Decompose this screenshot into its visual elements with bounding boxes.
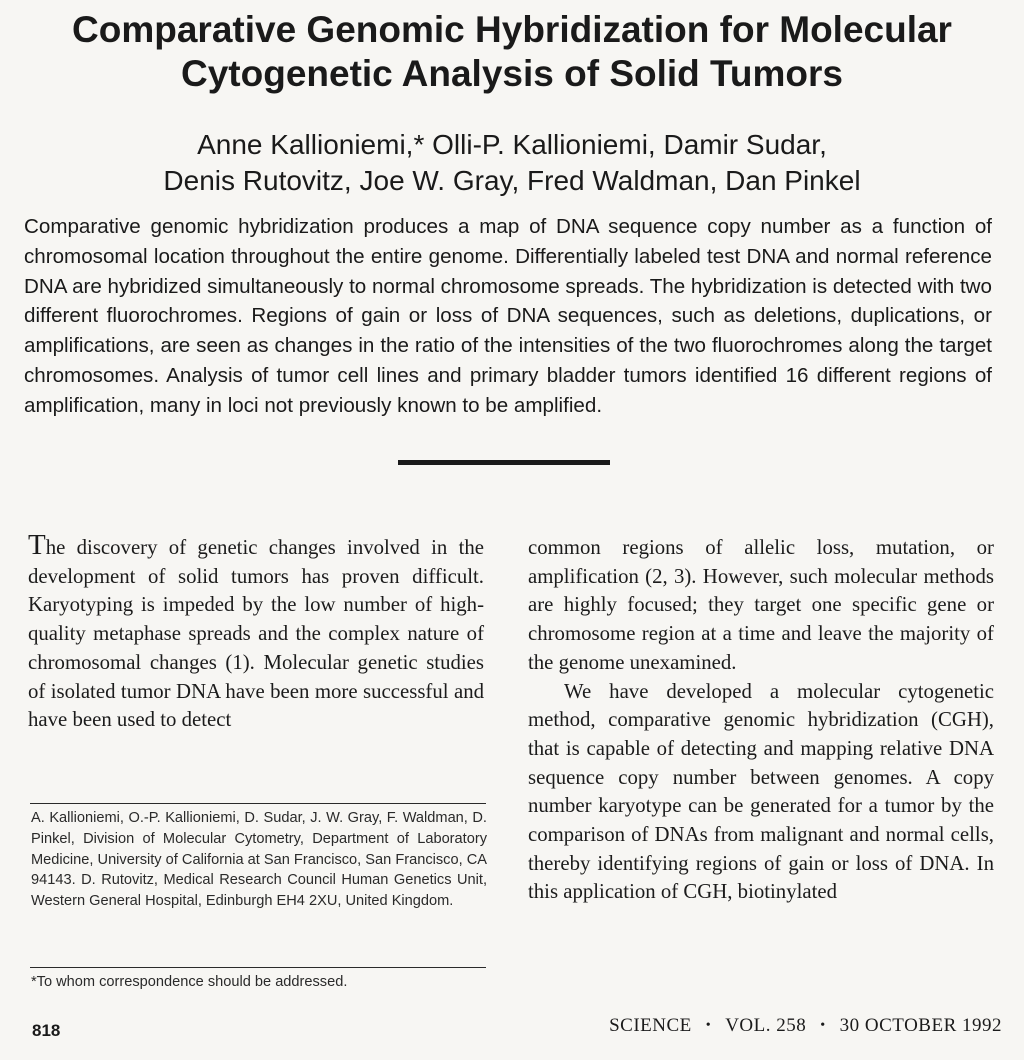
journal-volume: VOL. 258 <box>725 1015 807 1036</box>
issue-date: 30 OCTOBER 1992 <box>839 1015 1002 1036</box>
drop-cap: T <box>28 529 46 561</box>
intro-text: he discovery of genetic changes involved in the development of solid tumors has proven difficult. Karyotyping is impeded by the low number of high-quality metaphase spreads and the complex nature of chromosomal changes (1). Molecular genetic studies of isolated tumor DNA have been more successful and have been used to detect <box>28 536 484 732</box>
page-number: 818 <box>32 1021 61 1040</box>
body-paragraph-2: We have developed a molecular cytogenetic method, comparative genomic hybridization (CGH), that is capable of detecting and mapping relative DNA sequence copy number between genomes. A copy number karyotype can be generated for a tumor by the comparison of DNAs from malignant and normal cells, thereby identifying regions of gain or loss of DNA. In this application of CGH, biotinylated <box>528 679 994 904</box>
journal-footer <box>609 1015 1002 1037</box>
body-column-right <box>528 534 994 907</box>
footnote-divider <box>30 803 486 804</box>
separator-bullet: • <box>705 1018 712 1033</box>
footnote-divider-2 <box>30 967 486 968</box>
author-affiliations: A. Kallioniemi, O.-P. Kallioniemi, D. Sudar, J. W. Gray, F. Waldman, D. Pinkel, Division of Molecular Cytometry, Department of Laboratory Medicine, University of California at San Francisco, San Francisco, CA 94143. D. Rutovitz, Medical Research Council Human Genetics Unit, Western General Hospital, Edinburgh EH4 2XU, United Kingdom. <box>31 810 487 910</box>
author-list <box>20 127 1004 199</box>
journal-name: SCIENCE <box>609 1015 692 1036</box>
authors-line-2: Denis Rutovitz, Joe W. Gray, Fred Waldman, Dan Pinkel <box>163 165 861 196</box>
body-column-left <box>28 529 484 735</box>
title-line-1: Comparative Genomic Hybridization for Molecular <box>72 9 952 50</box>
abstract-divider <box>398 460 610 465</box>
intro-paragraph <box>28 529 484 735</box>
correspondence-note: *To whom correspondence should be addressed. <box>31 974 348 990</box>
abstract: Comparative genomic hybridization produces a map of DNA sequence copy number as a function of chromosomal location throughout the entire genome. Differentially labeled test DNA and normal reference DNA are hybridized simultaneously to normal chromosome spreads. The hybridization is detected with two different fluorochromes. Regions of gain or loss of DNA sequences, such as deletions, duplications, or amplifications, are seen as changes in the ratio of the intensities of the two fluorochromes along the target chromosomes. Analysis of tumor cell lines and primary bladder tumors identified 16 different regions of amplification, many in loci not previously known to be amplified. <box>24 215 992 417</box>
separator-bullet: • <box>820 1018 826 1033</box>
article-title <box>20 8 1004 96</box>
body-paragraph-1: common regions of allelic loss, mutation, or amplification (2, 3). However, such molecular methods are highly focused; they target one specific gene or chromosome region at a time and leave the majority of the genome unexamined. <box>528 536 994 674</box>
title-line-2: Cytogenetic Analysis of Solid Tumors <box>181 53 843 94</box>
authors-line-1: Anne Kallioniemi,* Olli-P. Kallioniemi, Damir Sudar, <box>197 129 827 160</box>
